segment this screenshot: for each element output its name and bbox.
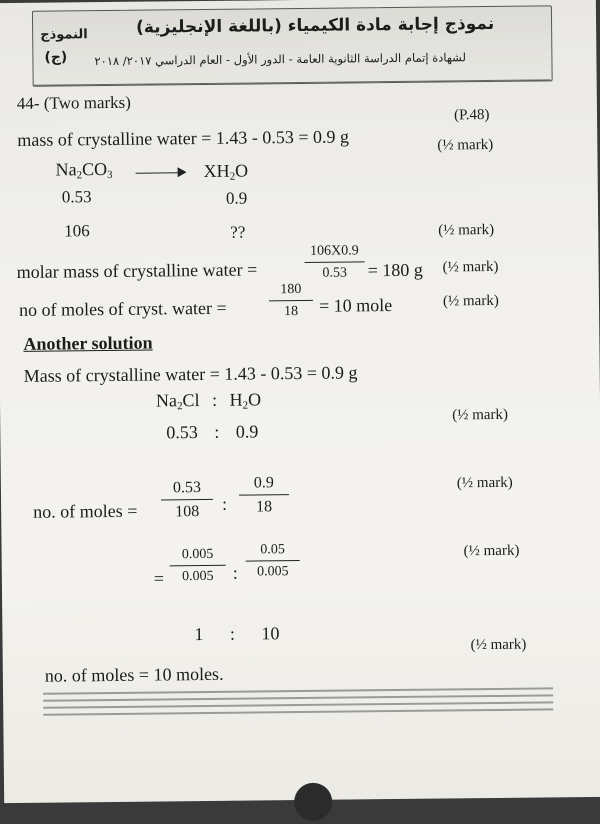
moles-water-numerator: 180 — [280, 281, 302, 298]
simplified-water-denominator: 0.005 — [256, 564, 289, 580]
simplified-fraction-salt — [170, 547, 226, 586]
moles-water-fraction — [269, 282, 313, 320]
simplify-equals: = — [153, 568, 165, 589]
binder-hole — [294, 783, 332, 821]
mark-1: (½ mark) — [437, 136, 494, 154]
molar-mass-result: = 180 g — [367, 259, 423, 281]
mark-5: (½ mark) — [452, 406, 509, 424]
simplified-fraction-water — [245, 542, 299, 581]
product-formula: $XH_2O$ — [203, 160, 249, 183]
fraction-ratio-colon-1: : — [221, 493, 228, 514]
molar-mass-denominator: 0.53 — [322, 265, 348, 281]
mark-6: (½ mark) — [456, 474, 513, 492]
reactant-value-2: 106 — [64, 221, 90, 241]
header-title: نموذج إجابة مادة الكيمياء (باللغة الإنجليزية) — [135, 13, 495, 38]
mark-2: (½ mark) — [438, 221, 495, 239]
moles-fraction-water-numerator: 0.9 — [253, 474, 274, 492]
final-answer: no. of moles = 10 moles. — [44, 663, 224, 686]
moles-water-label: no of moles of cryst. water = — [18, 297, 227, 320]
no-of-moles-label: no. of moles = — [33, 500, 138, 522]
crystalline-water-mass-line: mass of crystalline water = 1.43 - 0.53 = 0.9 g — [17, 126, 350, 150]
mark-8: (½ mark) — [470, 636, 527, 654]
molar-mass-label: molar mass of crystalline water = — [16, 259, 258, 282]
final-ratio: 1 : 10 — [194, 623, 280, 645]
moles-fraction-water-denominator: 18 — [256, 498, 273, 516]
mark-3: (½ mark) — [442, 258, 499, 276]
reaction-arrow-line — [136, 172, 180, 173]
moles-fraction-water — [239, 474, 289, 517]
mark-4: (½ mark) — [442, 292, 499, 310]
bottom-rule-1 — [43, 687, 553, 694]
page-reference: (P.48) — [453, 107, 490, 124]
salt-water-values: 0.53 : 0.9 — [166, 421, 259, 443]
bottom-rule-4 — [43, 708, 553, 715]
molar-mass-numerator: 106X0.9 — [310, 243, 359, 259]
moles-fraction-salt-numerator: 0.53 — [172, 479, 202, 497]
reactant-value-1: 0.53 — [61, 187, 92, 207]
mark-7: (½ mark) — [463, 542, 520, 560]
reactant-formula: $Na_2CO_3$ — [55, 159, 113, 182]
moles-fraction-salt-denominator: 108 — [175, 503, 200, 521]
model-label: النموذج — [40, 27, 88, 43]
moles-water-denominator: 18 — [283, 304, 299, 320]
bottom-rule-2 — [43, 694, 553, 701]
another-solution-heading: Another solution — [23, 332, 153, 354]
molar-mass-fraction — [304, 243, 364, 282]
salt-water-formula: $Na_2Cl$ : $H_2O$ — [155, 389, 262, 413]
product-value-1: 0.9 — [225, 188, 248, 208]
crystalline-water-mass-line-2: Mass of crystalline water = 1.43 - 0.53 = 0.9 g — [23, 362, 358, 386]
simplified-salt-numerator: 0.005 — [181, 546, 214, 563]
simplified-salt-denominator: 0.005 — [182, 568, 214, 585]
moles-water-result: = 10 mole — [318, 295, 393, 316]
fraction-ratio-colon-2: : — [232, 562, 238, 583]
question-number: 44- (Two marks) — [16, 92, 131, 113]
moles-fraction-salt — [161, 479, 213, 522]
reaction-arrow-head — [178, 167, 187, 177]
bottom-rule-3 — [43, 701, 553, 708]
simplified-water-numerator: 0.05 — [260, 542, 285, 558]
product-value-2: ?? — [230, 222, 246, 242]
header-subtitle: لشهادة إتمام الدراسة الثانوية العامة - الدور الأول - العام الدراسي ٢٠١٧/ ٢٠١٨ — [94, 50, 466, 69]
model-letter: (ج) — [44, 49, 68, 66]
